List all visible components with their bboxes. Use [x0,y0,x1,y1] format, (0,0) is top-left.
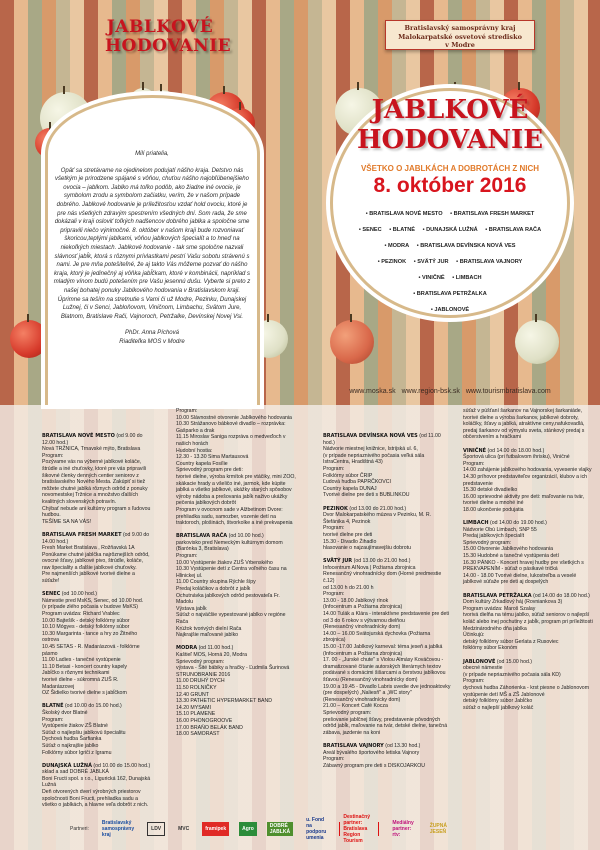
partner-logo-bratislava-region: Destinačný partner: Bratislava Region Tourism [339,822,379,836]
program-line: (Renesančný vinohradnícky dom) [323,624,401,631]
letter-body: Opäť sa stretávame na ojedinelom podujatí nášho kraja. Detstvo nás všetkým je prirodzene spájané s vôňou, chuťou nášho najobľúbenejšieho ovocia – jablkom. Jablko má toľko podôb, ako žiadne iné ovocie, je symbolom zrodu a symbolom začiatku, verím, že v našom prípade dobrého. Jablkové hodovanie je príležitosťou vzdať hold ovociu, ktoré je pre nás všetkých zdravým spestrením všedných dní. Som rada, že sme dokázali v kraji osloviť toľkých nadšencov dobrého jablka a spoločne sme pripravili niečo výnimočné. 8. október v našom kraji bude rozvoniavať škoricou,teplými jablkami, vôňou jablkových špecialít a to hneď na niekoľkých miestach. Jablkové hodovanie - tak sme spoločne nazvali slávnosť jabĺk, ktorá s rôznymi prívlastkami pestrí Vašu sobotu strávenú s nami. Je pre mňa potešiteľné, že aj takto Vás môžeme pozvať do nášho kraja, ktorý je jedinečný aj vôňka jabĺčkam, ktoré v kombinácii, napríklad s mladým vínom budú potešením pre Vašu jesennú dušu. Vyberte si preto z našej bohatej ponuky Jablkového hodovania v Bratislavskom kraji. Úprimne sa teším na stretnutie s Vami či už Modre, Pezinku, Dunajskej Lužnej, či v Senci, Jabloňovom, Viničnom, Limbachu, Svätom Jure, Blatnom, Bratislave Rači, Vajnoroch, Petržalke, Devínskej Novej Vsi. [53,167,251,320]
program-line: výstava - Šité bábiky a hračky - Ľudmila Šurinová [176,665,290,672]
location-item: • LIMBACH [452,275,481,281]
location-item: • BRATISLAVA FRESH MARKET [450,211,534,217]
program-line: 14.20 MYSAMI [176,704,211,711]
organizer-banner [385,20,535,50]
program-line: Sprievodný program: [176,658,225,665]
partner-logo-mvc: MVC [178,826,190,832]
banner-line: v Modre [445,41,475,49]
program-line: Najkrajšie maľované jablko [176,632,239,639]
program-column-2 [176,408,296,744]
program-line: Sprievodný program: [463,539,512,546]
program-line: 15.00 Otvorenie Jablkového hodovania [463,546,553,553]
banner-line: Malokarpatské osvetové stredisko [398,32,522,41]
program-line: (v prípade nepriaznivého počasia sála KD) [463,671,561,678]
venue-title: BRATISLAVA RAČA [176,533,228,540]
program-block [323,558,451,736]
location-item: • SENEC [359,227,382,233]
program-line: Námestie pred MsKS, Senec, od 10.00 hod. [42,597,144,604]
venue-time: (od 13.00 do 21.00 hod.) [353,558,411,565]
program-line: 19.00 a 19.45 - Divadlo Labris uvedie dve jednoaktovky (pre dospelých) „Naliesň" a „WC story" [323,683,451,697]
program-line: 14.00 - 18.00 Tvorivé dielne, lukostreľba a veselé jablkové súťaže pre deti aj dospelých [463,572,577,586]
program-block [42,763,152,809]
program-line: (v prípade zlého počasia v budove MsKS) [42,604,139,611]
program-line: 11.00 DRUHÝ DYCH [176,678,225,685]
program-line: Program: [463,460,485,467]
program-line: tvorivé dielne pre deti [323,531,373,538]
program-line: Renesančný vinohradnícky dom (Horné predmestie č.12) [323,571,442,585]
program-line: Ľudová hudba PAPRČKOVCI [323,479,391,486]
venue-time: (od 14.00 do 19.00 hod.) [490,520,547,527]
program-line: Nová TRŽNICA, Trnavské mýto, Bratislava [42,446,141,453]
program-line: 14.00 Tulák a Klára - interaktívne predstavenie pre deti od 3 do 6 rokov s výtvarnou dielňou [323,611,450,624]
program-line: 10.00 Slávnostné otvorenie Jablkového hodovania [176,414,292,421]
venue-title: LIMBACH [463,520,489,527]
program-line: Športová ulica (pri futbalovom ihrisku), Viničné [463,454,570,461]
program-line: Vystúpenie žiakov ZŠ Blatné [42,723,108,730]
venue-time: (od 10.00 do 15.00 hod.) [64,703,122,710]
location-item: • SVÄTÝ JUR [414,259,449,265]
right-panel [300,0,600,405]
program-line: 18.00 SAMORAST [176,731,220,738]
partner-logo-zupna-jesen: ŽUPNÁ JESEŇ [429,823,447,835]
program-line: 10.30 Vystúpenie detí z Centra voľného času na Hlinickej ul. [176,566,287,579]
venue-title: VINIČNÉ [463,447,487,454]
left-panel [0,0,300,405]
program-line: Dychová hudba Šarfianka [42,736,102,743]
url-link[interactable]: www.tourismbratislava.com [465,388,551,395]
program-line: dychová hudba Záhorienka - krst piesne o Jablonovom [463,684,590,691]
program-line: detský folklórny súbor Jabĺčko [463,698,533,705]
program-block [42,532,152,585]
venue-title: JABLONOVÉ [463,658,496,665]
location-item: • BRATISLAVA RAČA [485,227,541,233]
partner-logo-dobre-jablka: DOBRÉ JABLKÁ [267,822,293,836]
program-block [176,645,296,737]
program-line: 14.30 príhovor predstaviteľov organizácií, klubov a ich predstavenie [463,473,588,487]
program-block [42,591,152,697]
venue-time: (od 11.00 hod.) [323,433,441,446]
program-line: Country kapela DUNAJ [323,485,377,492]
program-block [323,433,451,499]
program-line: folklórny súbor Ekonóm [463,645,518,652]
program-line: tvorivé dielne - súkromná ZUŠ R. Madarászovej [42,676,119,690]
website-links [300,388,600,395]
program-line: Zábavný program pre deti s DISKOJARKOU [323,762,426,769]
program-block [463,448,593,514]
program-column-1 [42,433,152,815]
location-item: • BRATISLAVA VAJNORY [456,259,522,265]
program-line: 10.10 Mógyes - detský folklórny súbor [42,624,130,631]
program-line: Dom kultúry Zrkadlový háj (Rovniankova 3) [463,599,563,606]
program-line: Program: [463,678,485,685]
program-line: 14.00 – 16.00 Svätojurská dychovka (Požiarna zbrojnica) [323,630,431,644]
program-line: Areál bývalého športového letiska Vajnory [323,749,420,756]
location-item: • VINIČNÉ [418,275,444,281]
program-line: 16.00 PHONOGROOVE [176,717,233,724]
program-line: Hudobní hostia: [176,447,213,454]
program-line: súťaž v púšťaní šarkanov na Vajnorskej šarkaniáde, tvorivé dielne a výroba šarkanov, jablkové dobroty, koláčiky, šťavy a jablká, atraktívne ceny,nafukovadlá, predaj šarkanov od výmyslu sveta, stánkový predaj s občerstvením a hračkami [463,408,585,441]
program-line: Krúžok tvorivých dielní Rača [176,625,242,632]
program-line: Country kapela Fosílie [176,460,228,467]
program-line: Program: [323,525,345,532]
location-item: • BRATISLAVA DEVÍNSKA NOVÁ VES [417,243,516,249]
program-line: Ochutnávka jablkových odrôd pestovateľa Fr. Madolu [176,592,280,606]
program-line: (Infocentrum a Požiarna zbrojnica) [323,650,403,657]
program-line: Folklórny súbor ČRIP [323,472,373,479]
program-line: 11.00 Ladies - tanečné vystúpenie [42,657,121,664]
program-column-4 [463,408,593,718]
logo-line-1: JABLKOVÉ [106,17,214,37]
location-item: • BRATISLAVA NOVÉ MESTO [366,211,443,217]
program-line: (v prípade nepriaznivého počasia veľká sála IstraCentra, Hradištná 43) [323,452,425,466]
program-block [42,703,152,756]
program-line: OZ Šidielko tvorivé dielne s jabĺčkom [42,690,127,697]
program-line: Program: [323,756,345,763]
logo-line-2: HODOVANIE [105,36,232,56]
program-line: Kaštieľ MOS, Horná 20, Modra [176,651,247,658]
venue-time: (od 10.00 hod.) [228,533,264,540]
program-line: Súťaž o najlepšiu jablkovú špecialitu [42,729,126,736]
program-line: Nádvorie Obú Limbach, SNP 55 [463,526,537,533]
program-line: Folklórny súbor Igriči z Igramu [42,749,112,756]
venue-title: BLATNÉ [42,703,64,710]
venue-title: BRATISLAVA NOVÉ MESTO [42,433,115,439]
program-line: od 13.00 h do 21.00 h [323,584,374,591]
event-logo [300,95,600,155]
venue-title: MODRA [176,645,198,652]
venue-time: (od 15.00 hod.) [496,658,533,665]
letter-greeting: Milí priatelia, [135,151,169,157]
partner-logo-framipek: framipek [202,822,229,836]
program-line: (Infocentrum a Požiarna zbrojnica) [323,604,403,611]
program-line: 12.40 GRUNT [176,691,209,698]
program-line: Výstava jabĺk [176,605,207,612]
location-item: • MODRA [384,243,409,249]
location-item: • JABLONOVÉ [431,307,469,313]
program-line: Pre najmenších jablkové tvorivé dielne a súťaže! [42,571,135,585]
program-line: tvorivé dielne, výroba krmítok pre vtáčiky, mini ZOO, skákacie hrady a všeličo iné, jarmok, kde kúpite jablká a všetko jablkové, ukážky starých spôsobov výroby nádoba a prešovania jabĺk naživo ukážky pečenia jablkových dobrôt [176,473,296,507]
program-block [463,593,593,652]
letter-signature-name: PhDr. Anna Píchová [125,330,179,337]
program-line: 17. 00 - „Jurské chute" s Violou Almásy Kováčovou - dramatizované čítanie autorských literárnych textov podávané s domácimi šišarcami a čerstvou jablkovou šťavou (Renesančný vinohradnícky dom) [323,657,446,683]
venue-time: (od 14.00 do 18.00 hod.) [487,447,545,454]
event-logo-small [105,17,232,56]
program-line: Program v ovocnom sade v Alžbetinom Dvore: prehliadka sadu, samozber, vozenie detí na traktoroch, plošinách, štvorkolke a iné prekvapenia [176,506,293,527]
program-line: Chýbať nebude ani kultúrny program s ľudovou hudbou. [42,505,151,519]
program-line: 11.00 Country skupina Rýchle šípy [176,579,256,586]
partner-logo-ldv: LDV [147,822,165,836]
apple-icon [330,320,374,364]
apple-icon [10,320,48,358]
partners-bar [70,812,450,846]
apple-icon [515,320,559,364]
program-block [176,533,296,639]
program-line: Fresh Market Bratislava , Rožňavská 1A [42,545,135,552]
program-line: detský folklórny súbor Gerlata z Rusoviec [463,638,559,645]
program-line: 11.10 Betasi - koncert country kapely [42,663,127,670]
program-line: Program: [176,553,198,560]
program-line: 10.00 Bajtešík - detský folklórny súbor [42,617,130,624]
program-block [42,433,152,525]
venue-time: (od 14.00 do 18.00 hod.) [533,592,590,599]
program-block [463,520,593,586]
program-line: Program: [42,716,64,723]
program-line: Deň otvorených dverí výrobných priestorov spoločnosti Boni Fructi, prehliadka sadu a všetko o jablkách, a hlavne veľa dobrôt z nich. [42,789,149,809]
program-line: Program: [42,452,64,459]
program-block [323,743,451,769]
venue-time: (od 10.00 do 15.00 hod.) [93,762,151,769]
program-block [463,659,593,712]
venue-title: SVÄTÝ JUR [323,558,353,565]
program-block [176,408,296,527]
program-line: Program: [176,408,198,414]
program-line: 10.30 Margarinta - tance a hry zo Žitného ostrova [42,630,138,644]
program-line: (Renesančný vinohradnícky dom) [323,696,401,703]
venue-title: BRATISLAVA FRESH MARKET [42,531,122,538]
program-line: Boni Fructi spol. s r.o., Ligurická 162, Dunajská Lužná [42,775,151,789]
venue-title: BRATISLAVA DEVÍNSKA NOVÁ VES [323,433,418,439]
program-line: Program uvádza: Richard Vrablec [42,611,120,618]
program-column-3 [323,433,451,776]
program-line: 13.30 PATHETIC HYPERMARKET BAND [176,698,272,705]
program-line: Účinkujú: [463,632,485,639]
location-item: • BRATISLAVA PETRŽALKA [413,291,487,297]
program-line: vystúpenie detí MŠ a ZŠ Jablonové [463,691,545,698]
venue-time: (od 10.00 hod.) [61,591,97,598]
logo-line-1: JABLKOVÉ [371,95,529,125]
location-item: • DUNAJSKÁ LUŽNÁ [423,227,478,233]
program-line: hlasovanie o najzaujímavejšiu dobrotu [323,545,411,552]
program-line: Program: [323,591,345,598]
program-line: 10.45 SETAS - R. Madarászová - folklórne pásmo [42,644,140,657]
event-date: 8. október 2016 [373,174,527,197]
program-line: Sprievodný program: [323,709,372,716]
partner-logo-fpu: u. Fond na podporu umenia [306,817,327,841]
program-line: TEŠÍME SA NA VÁS! [42,518,92,525]
program-line: Infocentrum AINova | Požiarna zbrojnica [323,564,416,571]
letter-signature-role: Riaditeľka MOS v Modre [119,338,185,345]
program-line: Súťaž o najväčšie vypestované jablko v regióne Rača [176,612,286,625]
url-link[interactable]: www.region-bsk.sk [401,388,460,395]
program-line: Jabĺčko s rôznymi technikami [42,670,110,677]
program-line: prešovanie jablčnej šťavy, predstavenie pôvodných odrôd jabĺk, maľovanie na tvár, detské dielne, tanečná zábava, jazdenie na koni [323,716,448,736]
partner-logo-agro: Agro [239,822,257,836]
banner-line: Bratislavský samosprávny kraj [404,24,516,32]
venue-time: (od 13.30 hod.) [385,742,421,749]
logo-line-2: HODOVANIE [356,125,544,155]
venue-title: DUNAJSKÁ LUŽNÁ [42,762,92,769]
program-line: Program uvádza: Maroš Szalay [463,605,536,612]
venue-title: PEZINOK [323,505,348,512]
program-line: 10.00 Vystúpenie žiakov ZUŠ Vrbenského [176,559,273,566]
program-line: 10.30 Strážanovo bábkové divadlo – rozprávka: Gašparko a drak [176,421,286,434]
program-line: obecné námestie [463,665,503,672]
venue-title: BRATISLAVA VAJNORY [323,742,384,749]
program-line: 15.30 Hudobné a tanečné vystúpenia detí [463,553,560,560]
program-line: Školský dvor Blatné [42,709,88,716]
program-line: Tvorivé dielne pre deti s BUBLINKOU [323,492,410,499]
venue-time: (od 13.00 do 21.00 hod.) [349,505,407,512]
program-line: 17.00 BRAŇO BELÁK BAND [176,724,243,731]
program-line: 16.00 sprievodné aktivity pre deti: maľovanie na tvár, tvorivé dielne a mnohé iné [463,493,585,507]
program-line: STRUNOBRANIE 2016 [176,671,231,678]
program-line: Ponúkame chutné jablčka najrôznejších odrôd, ovocné šťavy, jablkové pivo, štrúdle, koláče, raw špeciality a ďalšie jablkové chuťovky. [42,551,150,571]
program-line: Program: [323,465,345,472]
url-link[interactable]: www.moska.sk [349,388,396,395]
program-block [323,506,451,552]
program-block [463,408,593,441]
program-line: Pozývame vás na výberné jablkové koláče, štrúdle a iné chuťovky, ktoré pre vás pripravili šikovné členky denných centier seniorov z bratislavského Nového Mesta. Zakúpiť si tiež môžete chutné jablká rôznych odrôd z ponuky novomestskej Tržnice a množstvo ďalších kvalitných slovenských potravín. [42,459,148,505]
program-line: 14.00 zahájenie jablkového hodovania, vyvesenie vlajky [463,467,592,474]
program-line: sklad a sad DOBRÉ JABLKÁ [42,769,109,776]
program-line: Predaj koláčikov a dobrôt z jabĺk [176,586,251,593]
location-item: • BLATNÉ [389,227,415,233]
welcome-letter [52,150,252,346]
program-line: 15.30 detské divadielko [463,487,518,494]
partners-label: Partneri: [70,826,89,832]
program-line: Sprievodný program pre deti: [176,467,243,474]
venue-time: (od 9.00 do 14.00 hod.) [42,531,150,545]
program-line: súťaž o najlepší jablkový koláč [463,704,534,711]
partner-logo-bsk: Bratislavský samosprávny kraj [101,820,135,838]
program-line: Dvor Malokarpatského múzea v Pezinku, M. R. Štefánika 4, Pezinok [323,512,432,525]
event-tagline: VŠETKO O JABLKÁCH A DOBROTÁCH Z NICH [360,164,540,173]
venue-time: (od 11.00 hod.) [198,645,234,652]
partner-logo-rtvs: Mediálny partner: rtv: [392,820,414,838]
program-line: tvorivá dielňa na tému jablko, súťaž seniorov o najlepší koláč alebo inej pochutiny z jabĺk, program pri príležitosti Medzinárodného dňa jablka [463,612,593,632]
program-line: 15.00 -17.00 Jablkový karneval: téma jeseň a jablká [323,644,443,650]
program-line: 21.00 – Koncert Café Kocza [323,703,388,710]
program-line: 15.10 PLAMENE [176,711,216,718]
program-line: Predaj jablkových špecialít [463,533,525,540]
program-line: 11.50 ROLNIČKY [176,684,217,691]
venue-title: SENEC [42,591,61,598]
program-line: parkovisko pred Nemeckým kultúrnym domom (Barónka 3, Bratislava) [176,539,283,553]
program-line: 16.30 PÁNKO - Koncert hravej hudby pre všetkých s PREKVAPENÍM - súťaž o pásikavé tričká [463,559,584,573]
location-item: • PEZINOK [378,259,406,265]
program-line: 15.30 - Divadlo Žihadlo [323,538,377,545]
program-line: Nádvorie miestnej knižnice, Istrijská ul. 6, [323,446,418,453]
location-list [340,206,560,318]
program-line: 18.00 ukončenie podujatia [463,506,524,513]
program-line: 13.00 - 18.00 Jablkový rínok [323,597,389,604]
program-line: 11.15 Miroslav Saniga rozpráva o medveďoch v našich horách [176,434,286,447]
program-line: Súťaž o najkrajšie jablko [42,742,99,749]
venue-time: (od 9.00 do 12.00 hod.) [42,433,143,446]
program-line: 12.30 - 13.30 Sima Martausová [176,454,249,461]
venue-title: BRATISLAVA PETRŽALKA [463,592,532,599]
